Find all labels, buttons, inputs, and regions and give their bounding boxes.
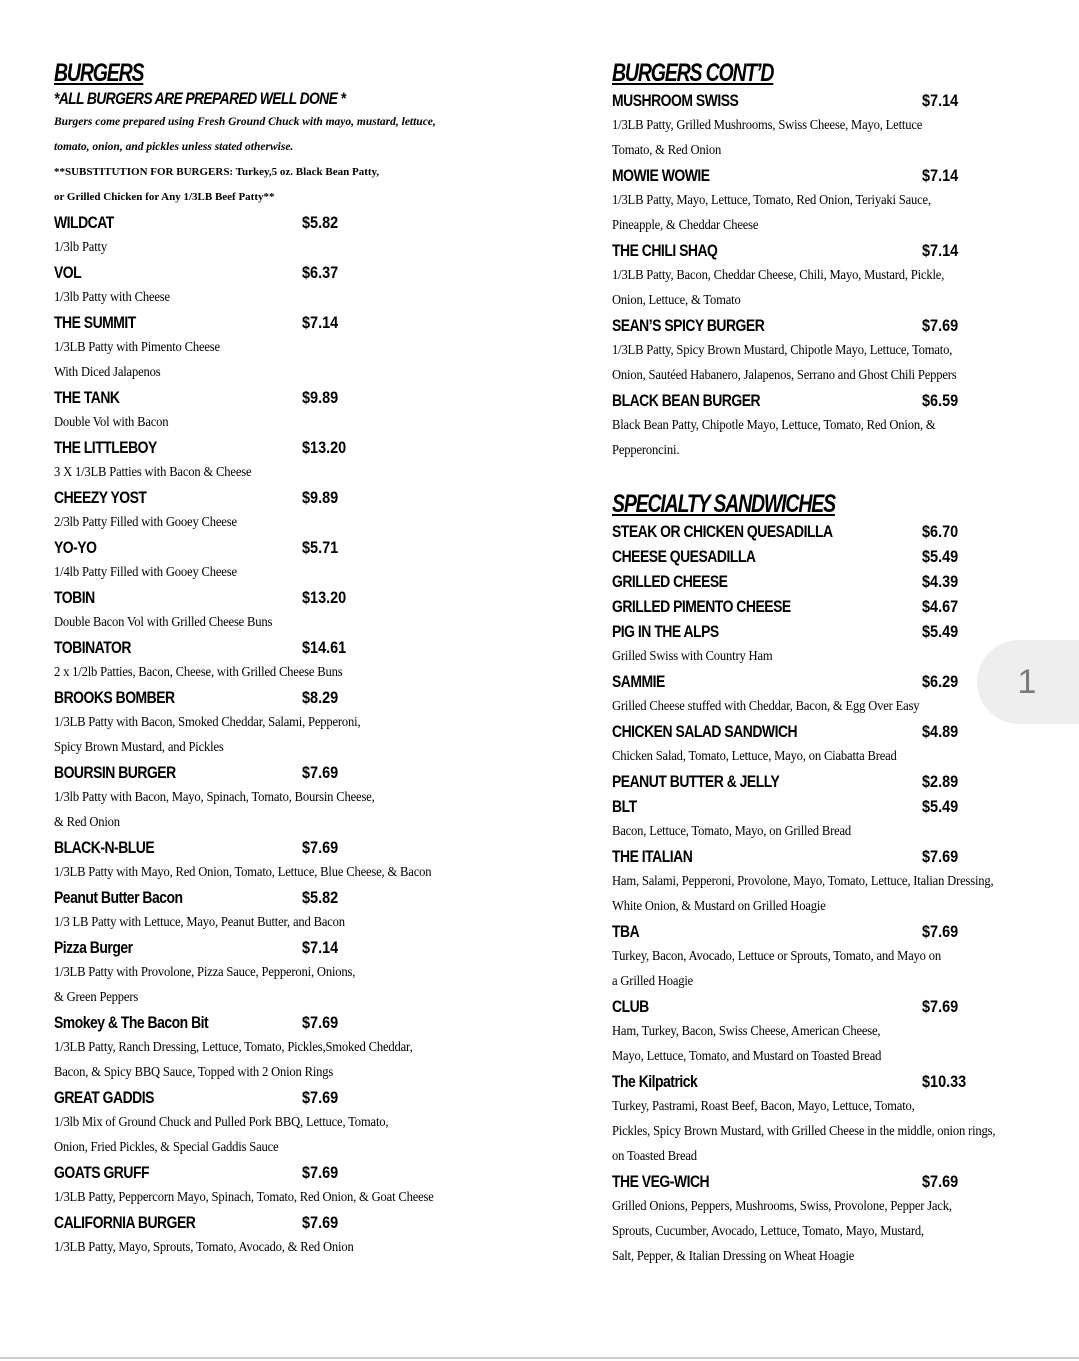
menu-item-description: a Grilled Hoagie — [612, 974, 694, 989]
burger-list — [54, 210, 524, 1260]
menu-item-description: Grilled Onions, Peppers, Mushrooms, Swiss, Provolone, Pepper Jack, — [612, 1199, 952, 1214]
menu-item-name: CALIFORNIA BURGER — [54, 1213, 196, 1232]
menu-item-description: Pepperoncini. — [612, 443, 680, 458]
menu-item — [612, 388, 1064, 463]
menu-item-price: $7.69 — [302, 1163, 339, 1182]
menu-item-description: Sprouts, Cucumber, Avocado, Lettuce, Tomato, Mayo, Mustard, — [612, 1224, 924, 1239]
menu-item-price: $9.89 — [302, 488, 339, 507]
menu-item-header — [54, 635, 524, 660]
menu-item — [612, 1069, 1064, 1169]
menu-item — [54, 835, 524, 885]
menu-item-price: $7.69 — [302, 1013, 339, 1032]
menu-item-name: Peanut Butter Bacon — [54, 888, 183, 907]
menu-item-description: Double Bacon Vol with Grilled Cheese Buns — [54, 615, 273, 630]
menu-item — [54, 935, 524, 1010]
menu-item-name: Pizza Burger — [54, 938, 133, 957]
menu-item-description: 1/3lb Patty — [54, 240, 107, 255]
menu-item-header — [612, 719, 1064, 744]
menu-item-name: YO-YO — [54, 538, 97, 557]
menu-item-header — [54, 385, 524, 410]
menu-item-description: 1/3 LB Patty with Lettuce, Mayo, Peanut Butter, and Bacon — [54, 915, 345, 930]
menu-item-price: $6.70 — [922, 522, 959, 541]
menu-item-price: $7.69 — [302, 1213, 339, 1232]
menu-item-header — [612, 388, 1064, 413]
section-heading-burgers: BURGERS — [54, 59, 144, 87]
menu-item-price: $13.20 — [302, 438, 347, 457]
menu-item-name: WILDCAT — [54, 213, 114, 232]
substitution-line: **SUBSTITUTION FOR BURGERS: Turkey,5 oz. Black Bean Patty, — [54, 166, 380, 178]
menu-item-price: $7.69 — [302, 763, 339, 782]
menu-item-price: $2.89 — [922, 772, 959, 791]
menu-item-price: $4.89 — [922, 722, 959, 741]
menu-item-description: 1/3LB Patty, Mayo, Lettuce, Tomato, Red Onion, Teriyaki Sauce, — [612, 193, 931, 208]
menu-item-price: $7.69 — [922, 847, 959, 866]
menu-item-header — [612, 163, 1064, 188]
menu-item-name: THE TANK — [54, 388, 120, 407]
menu-item-price: $4.39 — [922, 572, 959, 591]
menu-item-header — [612, 794, 1064, 819]
menu-item-name: TOBINATOR — [54, 638, 131, 657]
menu-item-name: PEANUT BUTTER & JELLY — [612, 772, 780, 791]
menu-item-header — [612, 994, 1064, 1019]
sandwich-list — [612, 519, 1064, 1269]
menu-item-description: Black Bean Patty, Chipotle Mayo, Lettuce, Tomato, Red Onion, & — [612, 418, 936, 433]
menu-item-header — [612, 594, 1064, 619]
menu-item-header — [612, 1069, 1064, 1094]
menu-item-name: GRILLED PIMENTO CHEESE — [612, 597, 791, 616]
menu-item-description: With Diced Jalapenos — [54, 365, 161, 380]
substitution-line: or Grilled Chicken for Any 1/3LB Beef Patty** — [54, 191, 275, 203]
menu-item-description: 1/3lb Mix of Ground Chuck and Pulled Pork BBQ, Lettuce, Tomato, — [54, 1115, 389, 1130]
menu-item — [612, 569, 1064, 594]
menu-item-description: 1/3lb Patty with Cheese — [54, 290, 170, 305]
menu-item-header — [612, 919, 1064, 944]
menu-item-header — [612, 844, 1064, 869]
menu-item-description: 2/3lb Patty Filled with Gooey Cheese — [54, 515, 237, 530]
menu-item-name: Smokey & The Bacon Bit — [54, 1013, 209, 1032]
menu-item-price: $7.14 — [922, 166, 959, 185]
menu-item-description: 1/3LB Patty, Mayo, Sprouts, Tomato, Avocado, & Red Onion — [54, 1240, 354, 1255]
menu-item-header — [612, 769, 1064, 794]
menu-item — [54, 485, 524, 535]
menu-item-name: MUSHROOM SWISS — [612, 91, 739, 110]
menu-item-name: STEAK OR CHICKEN QUESADILLA — [612, 522, 833, 541]
menu-item — [54, 1160, 524, 1210]
menu-item-description: Mayo, Lettuce, Tomato, and Mustard on Toasted Bread — [612, 1049, 882, 1064]
menu-item-description: & Red Onion — [54, 815, 120, 830]
well-done-notice: *ALL BURGERS ARE PREPARED WELL DONE * — [54, 89, 346, 108]
burger-contd-list — [612, 88, 1064, 463]
menu-item-description: Spicy Brown Mustard, and Pickles — [54, 740, 224, 755]
menu-item-price: $6.59 — [922, 391, 959, 410]
left-column — [54, 58, 524, 1260]
menu-item-name: CHICKEN SALAD SANDWICH — [612, 722, 798, 741]
menu-item-price: $5.49 — [922, 622, 959, 641]
menu-item-description: Double Vol with Bacon — [54, 415, 169, 430]
menu-item-price: $7.69 — [922, 922, 959, 941]
menu-item-description: on Toasted Bread — [612, 1149, 697, 1164]
menu-item — [54, 635, 524, 685]
menu-item-header — [612, 519, 1064, 544]
menu-item-name: THE CHILI SHAQ — [612, 241, 718, 260]
menu-item-price: $7.14 — [302, 313, 339, 332]
menu-item-price: $7.14 — [922, 241, 959, 260]
menu-item — [612, 844, 1064, 919]
menu-item-description: Ham, Salami, Pepperoni, Provolone, Mayo, Tomato, Lettuce, Italian Dressing, — [612, 874, 994, 889]
menu-item-description: Chicken Salad, Tomato, Lettuce, Mayo, on Ciabatta Bread — [612, 749, 897, 764]
menu-item-description: Turkey, Pastrami, Roast Beef, Bacon, Mayo, Lettuce, Tomato, — [612, 1099, 915, 1114]
intro-line: Burgers come prepared using Fresh Ground Chuck with mayo, mustard, lettuce, — [54, 116, 436, 128]
menu-item-name: SAMMIE — [612, 672, 665, 691]
menu-item-description: 1/3LB Patty with Mayo, Red Onion, Tomato, Lettuce, Blue Cheese, & Bacon — [54, 865, 432, 880]
menu-item-header — [54, 1010, 524, 1035]
menu-item-price: $7.14 — [302, 938, 339, 957]
menu-item — [54, 885, 524, 935]
menu-item-description: 1/3LB Patty with Pimento Cheese — [54, 340, 220, 355]
menu-item — [54, 585, 524, 635]
menu-item-description: 1/3LB Patty with Provolone, Pizza Sauce, Pepperoni, Onions, — [54, 965, 356, 980]
menu-item-header — [54, 760, 524, 785]
menu-item-name: PIG IN THE ALPS — [612, 622, 719, 641]
menu-item — [612, 88, 1064, 163]
menu-item-header — [612, 238, 1064, 263]
menu-item-price: $14.61 — [302, 638, 347, 657]
menu-item-name: CHEESE QUESADILLA — [612, 547, 756, 566]
menu-item-name: MOWIE WOWIE — [612, 166, 710, 185]
menu-item-price: $4.67 — [922, 597, 959, 616]
menu-item-description: White Onion, & Mustard on Grilled Hoagie — [612, 899, 826, 914]
menu-item — [54, 535, 524, 585]
menu-item-header — [54, 935, 524, 960]
menu-item — [612, 519, 1064, 544]
menu-item-name: BOURSIN BURGER — [54, 763, 176, 782]
menu-item-price: $7.69 — [922, 316, 959, 335]
menu-item-header — [54, 435, 524, 460]
menu-item-description: 1/3LB Patty, Grilled Mushrooms, Swiss Cheese, Mayo, Lettuce — [612, 118, 923, 133]
menu-item-header — [54, 260, 524, 285]
menu-item-name: THE VEG-WICH — [612, 1172, 710, 1191]
menu-item-description: 1/3LB Patty, Peppercorn Mayo, Spinach, Tomato, Red Onion, & Goat Cheese — [54, 1190, 434, 1205]
menu-item-header — [54, 210, 524, 235]
menu-item — [54, 760, 524, 835]
menu-item — [54, 1085, 524, 1160]
menu-item-price: $5.71 — [302, 538, 339, 557]
menu-item-header — [612, 313, 1064, 338]
menu-item-price: $5.49 — [922, 797, 959, 816]
menu-item-description: Tomato, & Red Onion — [612, 143, 722, 158]
menu-item-price: $10.33 — [922, 1072, 967, 1091]
menu-item-price: $7.69 — [302, 1088, 339, 1107]
menu-item-header — [612, 88, 1064, 113]
menu-item-description: Salt, Pepper, & Italian Dressing on Wheat Hoagie — [612, 1249, 855, 1264]
menu-item-header — [54, 535, 524, 560]
menu-item-description: Grilled Cheese stuffed with Cheddar, Bacon, & Egg Over Easy — [612, 699, 920, 714]
menu-item-price: $13.20 — [302, 588, 347, 607]
menu-item-header — [54, 1160, 524, 1185]
menu-item-price: $5.82 — [302, 213, 339, 232]
page-number: 1 — [1017, 662, 1037, 701]
menu-item-description: 1/3LB Patty, Spicy Brown Mustard, Chipotle Mayo, Lettuce, Tomato, — [612, 343, 953, 358]
menu-item-name: GRILLED CHEESE — [612, 572, 728, 591]
menu-item-price: $7.69 — [922, 1172, 959, 1191]
menu-item-description: Onion, Lettuce, & Tomato — [612, 293, 741, 308]
menu-item — [612, 544, 1064, 569]
menu-item-name: BLT — [612, 797, 637, 816]
menu-item-description: Onion, Fried Pickles, & Special Gaddis Sauce — [54, 1140, 279, 1155]
menu-item — [612, 238, 1064, 313]
menu-item-header — [54, 585, 524, 610]
menu-item — [612, 594, 1064, 619]
menu-item — [612, 1169, 1064, 1269]
menu-item-header — [612, 569, 1064, 594]
menu-item-price: $5.49 — [922, 547, 959, 566]
menu-item — [54, 260, 524, 310]
menu-item-header — [612, 1169, 1064, 1194]
menu-item-header — [54, 1085, 524, 1110]
menu-item-name: GOATS GRUFF — [54, 1163, 150, 1182]
menu-item-name: TBA — [612, 922, 640, 941]
menu-item-price: $7.14 — [922, 91, 959, 110]
menu-item-description: Bacon, & Spicy BBQ Sauce, Topped with 2 Onion Rings — [54, 1065, 334, 1080]
page-indicator-tab[interactable] — [977, 640, 1079, 724]
menu-item-name: VOL — [54, 263, 82, 282]
menu-item-price: $7.69 — [922, 997, 959, 1016]
menu-item-name: CLUB — [612, 997, 649, 1016]
menu-item-header — [54, 685, 524, 710]
menu-item-name: THE ITALIAN — [612, 847, 693, 866]
bottom-divider — [0, 1357, 1079, 1359]
menu-item-price: $8.29 — [302, 688, 339, 707]
menu-item-name: SEAN’S SPICY BURGER — [612, 316, 765, 335]
menu-item — [612, 794, 1064, 844]
menu-item — [612, 994, 1064, 1069]
menu-item-header — [612, 619, 1064, 644]
menu-item-name: GREAT GADDIS — [54, 1088, 154, 1107]
menu-item-description: 1/3LB Patty with Bacon, Smoked Cheddar, Salami, Pepperoni, — [54, 715, 361, 730]
menu-item-description: 2 x 1/2lb Patties, Bacon, Cheese, with Grilled Cheese Buns — [54, 665, 343, 680]
section-heading-burgers-contd: BURGERS CONT’D — [612, 59, 774, 87]
menu-item-name: BLACK-N-BLUE — [54, 838, 155, 857]
menu-item — [612, 163, 1064, 238]
menu-item — [54, 435, 524, 485]
menu-item — [54, 310, 524, 385]
menu-item-name: TOBIN — [54, 588, 95, 607]
menu-item-price: $6.37 — [302, 263, 339, 282]
section-heading-specialty-sandwiches: SPECIALTY SANDWICHES — [612, 490, 835, 518]
menu-item-header — [612, 544, 1064, 569]
menu-item-description: 1/3lb Patty with Bacon, Mayo, Spinach, Tomato, Boursin Cheese, — [54, 790, 375, 805]
menu-item-header — [54, 1210, 524, 1235]
menu-item-description: Pineapple, & Cheddar Cheese — [612, 218, 759, 233]
menu-item-description: Bacon, Lettuce, Tomato, Mayo, on Grilled Bread — [612, 824, 852, 839]
menu-item — [54, 685, 524, 760]
menu-item-description: Ham, Turkey, Bacon, Swiss Cheese, American Cheese, — [612, 1024, 881, 1039]
menu-item-name: BROOKS BOMBER — [54, 688, 175, 707]
menu-item — [612, 769, 1064, 794]
menu-item-description: 3 X 1/3LB Patties with Bacon & Cheese — [54, 465, 252, 480]
menu-item-header — [54, 485, 524, 510]
menu-item-description: & Green Peppers — [54, 990, 139, 1005]
menu-item-header — [54, 885, 524, 910]
menu-item — [612, 919, 1064, 994]
menu-item-price: $5.82 — [302, 888, 339, 907]
menu-item-description: 1/4lb Patty Filled with Gooey Cheese — [54, 565, 237, 580]
menu-item-description: 1/3LB Patty, Bacon, Cheddar Cheese, Chili, Mayo, Mustard, Pickle, — [612, 268, 945, 283]
menu-item-name: THE LITTLEBOY — [54, 438, 157, 457]
menu-item-description: Pickles, Spicy Brown Mustard, with Grilled Cheese in the middle, onion rings, — [612, 1124, 996, 1139]
menu-item-description: 1/3LB Patty, Ranch Dressing, Lettuce, Tomato, Pickles,Smoked Cheddar, — [54, 1040, 413, 1055]
menu-item-name: BLACK BEAN BURGER — [612, 391, 761, 410]
menu-item-name: The Kilpatrick — [612, 1072, 698, 1091]
menu-item — [612, 313, 1064, 388]
menu-item-header — [54, 835, 524, 860]
menu-item — [54, 210, 524, 260]
menu-item-price: $7.69 — [302, 838, 339, 857]
menu-item — [54, 1210, 524, 1260]
menu-item — [54, 385, 524, 435]
intro-line: tomato, onion, and pickles unless stated otherwise. — [54, 141, 294, 153]
menu-item — [54, 1010, 524, 1085]
menu-item-name: CHEEZY YOST — [54, 488, 147, 507]
menu-item-price: $6.29 — [922, 672, 959, 691]
menu-item-description: Onion, Sautéed Habanero, Jalapenos, Serrano and Ghost Chili Peppers — [612, 368, 957, 383]
menu-item — [612, 719, 1064, 769]
menu-item-description: Grilled Swiss with Country Ham — [612, 649, 773, 664]
menu-item-header — [54, 310, 524, 335]
menu-item-description: Turkey, Bacon, Avocado, Lettuce or Sprouts, Tomato, and Mayo on — [612, 949, 941, 964]
menu-item-name: THE SUMMIT — [54, 313, 136, 332]
menu-item-price: $9.89 — [302, 388, 339, 407]
